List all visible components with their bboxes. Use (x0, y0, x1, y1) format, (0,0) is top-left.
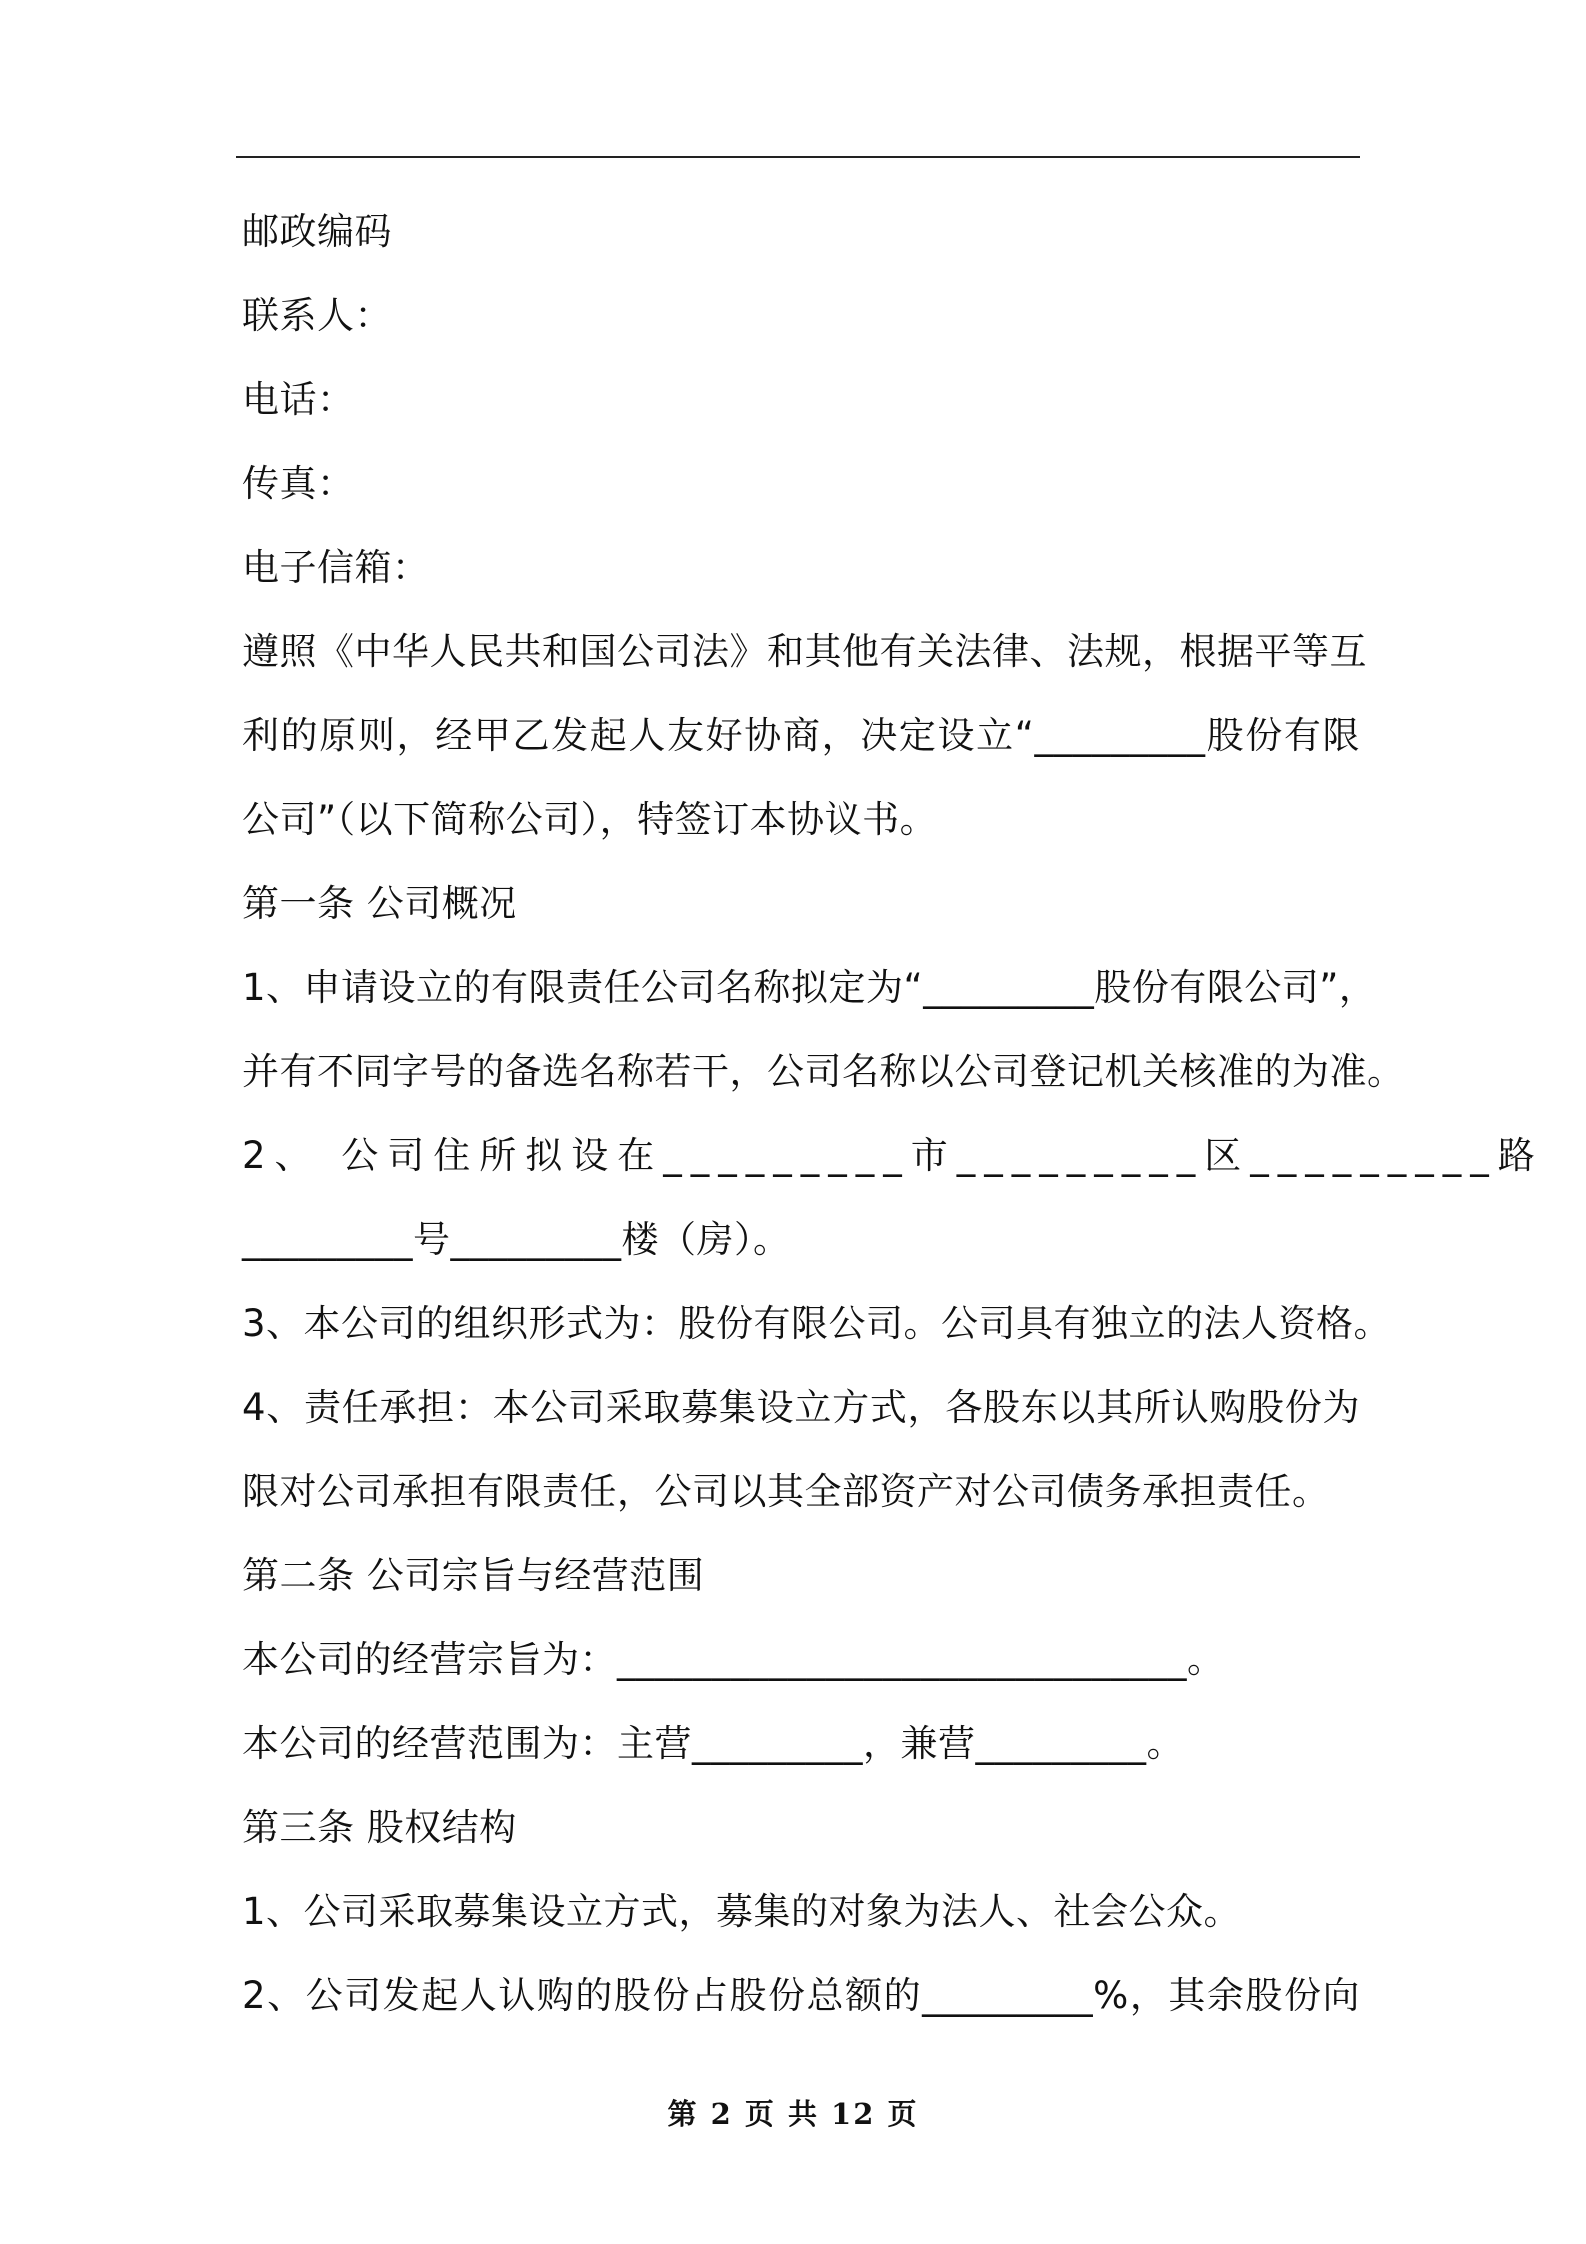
article-1-item-4-line-1: 4、责任承担：本公司采取募集设立方式，各股东以其所认购股份为 (242, 1386, 1360, 1429)
article-1-heading: 第一条 公司概况 (242, 882, 517, 925)
article-3-item-1: 1、公司采取募集设立方式，募集的对象为法人、社会公众。 (242, 1890, 1242, 1933)
email-label: 电子信箱： (242, 546, 430, 589)
postal-code-label: 邮政编码 (242, 210, 392, 253)
page-number-footer: 第 2 页 共 12 页 (667, 2097, 919, 2131)
article-3-heading: 第三条 股权结构 (242, 1806, 517, 1849)
preamble-line-2: 利的原则，经甲乙发起人友好协商，决定设立“_________股份有限 (242, 714, 1360, 757)
article-1-item-2-line-1: 2、 公司住所拟设在_________市_________区_________路 (242, 1134, 1544, 1177)
phone-label: 电话： (242, 378, 355, 421)
business-purpose: 本公司的经营宗旨为：______________________________。 (242, 1638, 1225, 1681)
header-rule (236, 156, 1360, 158)
article-1-item-4-line-2: 限对公司承担有限责任，公司以其全部资产对公司债务承担责任。 (242, 1470, 1330, 1513)
preamble-line-1: 遵照《中华人民共和国公司法》和其他有关法律、法规，根据平等互 (242, 630, 1367, 673)
contact-person-label: 联系人： (242, 294, 392, 337)
article-2-heading: 第二条 公司宗旨与经营范围 (242, 1554, 705, 1597)
article-1-item-1-line-2: 并有不同字号的备选名称若干，公司名称以公司登记机关核准的为准。 (242, 1050, 1405, 1093)
article-3-item-2-line-1: 2、公司发起人认购的股份占股份总额的_________%，其余股份向 (242, 1974, 1360, 2017)
document-body (242, 190, 1544, 2038)
article-1-item-2-line-2: _________号_________楼（房）。 (242, 1218, 791, 1261)
business-scope: 本公司的经营范围为：主营_________，兼营_________。 (242, 1722, 1184, 1765)
preamble-line-3: 公司”（以下简称公司），特签订本协议书。 (242, 798, 938, 841)
article-1-item-1-line-1: 1、申请设立的有限责任公司名称拟定为“_________股份有限公司”， (242, 966, 1377, 1009)
fax-label: 传真： (242, 462, 355, 505)
article-1-item-3: 3、本公司的组织形式为：股份有限公司。公司具有独立的法人资格。 (242, 1302, 1392, 1345)
